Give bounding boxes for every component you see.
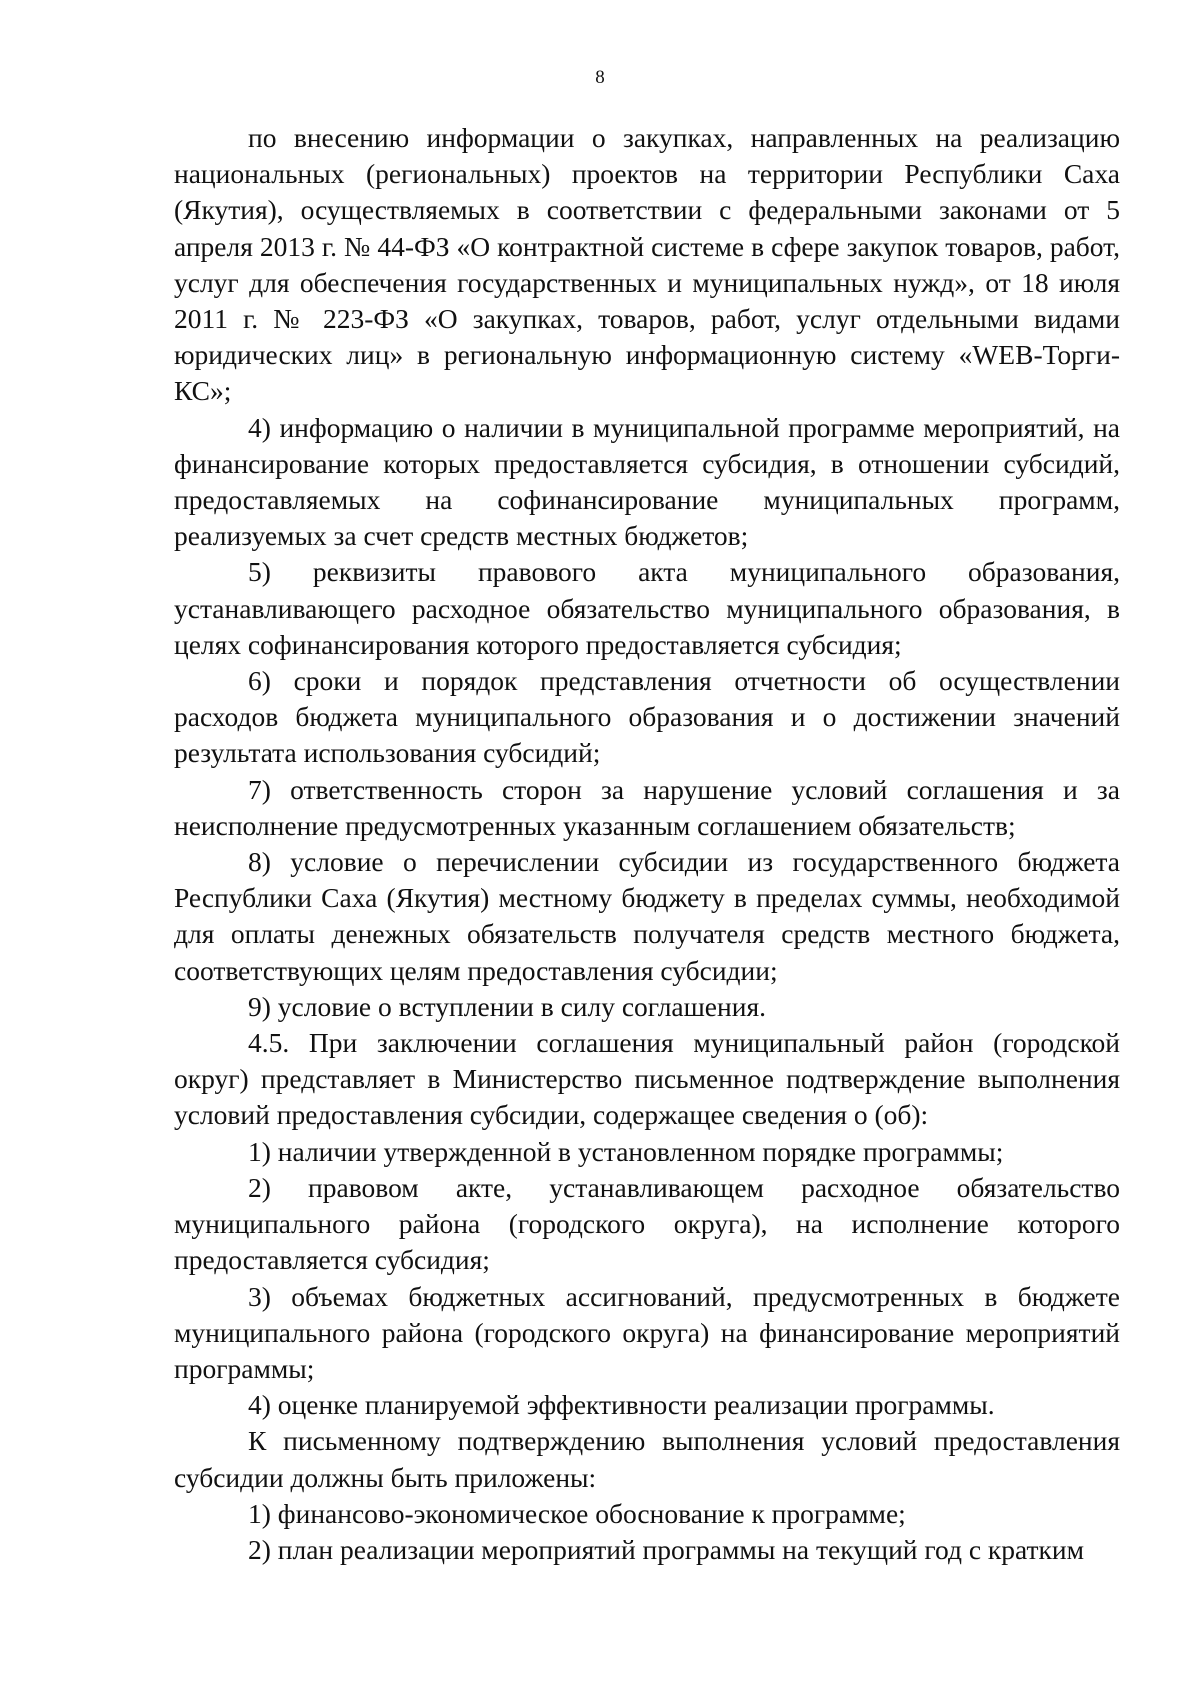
paragraph-item-7-responsibility: 7) ответственность сторон за нарушение условий соглашения и за неисполнение предусмотренных указанным соглашением обязательств; (174, 773, 1120, 841)
paragraph-item-8-transfer: 8) условие о перечислении субсидии из государственного бюджета Республики Саха (Якутия) местному бюджету в пределах суммы, необходимой для оплаты денежных обязательств получателя средств местного бюджета, соответствующих целям предоставления субсидии; (174, 846, 1120, 986)
paragraph-item-9-entry-into-force: 9) условие о вступлении в силу соглашения. (248, 990, 766, 1022)
page-number: 8 (595, 67, 605, 88)
document-body (174, 120, 1120, 1568)
paragraph-item-4-program-info: 4) информацию о наличии в муниципальной программе мероприятий, на финансирование которых предоставляется субсидия, в отношении субсидий, предоставляемых на софинансирование муниципальных программ, реализуемых за счет средств местных бюджетов; (174, 411, 1120, 552)
paragraph-info-item-3: 3) объемах бюджетных ассигнований, предусмотренных в бюджете муниципального района (городского округа) на финансирование мероприятий программы; (174, 1280, 1120, 1384)
paragraph-item-5-legal-act: 5) реквизиты правового акта муниципального образования, устанавливающего расходное обязательство муниципального образования, в целях софинансирования которого предоставляется субсидия; (174, 556, 1120, 660)
paragraph-attachment-1: 1) финансово-экономическое обоснование к программе; (248, 1497, 906, 1529)
paragraph-info-item-2: 2) правовом акте, устанавливающем расходное обязательство муниципального района (городского округа), на исполнение которого предоставляется субсидия; (174, 1171, 1120, 1276)
paragraph-item-6-reporting: 6) сроки и порядок представления отчетности об осуществлении расходов бюджета муниципального образования и о достижении значений результата использования субсидий; (174, 665, 1120, 769)
paragraph-info-item-1: 1) наличии утвержденной в установленном порядке программы; (248, 1135, 1004, 1167)
paragraph-procurement-info: по внесению информации о закупках, направленных на реализацию национальных (региональных) проектов на территории Республики Саха (Якутия), осуществляемых в соответствии с федеральными законами от 5 апреля 2013 г. № 44-ФЗ «О контрактной системе в сфере закупок товаров, работ, услуг для обеспечения государственных и муниципальных нужд», от 18 июля 2011 г. № 223-ФЗ «О закупках, товаров, работ, услуг отдельными видами юридических лиц» в региональную информационную систему «WEB-Торги-КС»; (174, 122, 1120, 407)
paragraph-attachment-2: 2) план реализации мероприятий программы на текущий год с кратким (248, 1533, 1084, 1565)
paragraph-section-4-5: 4.5. При заключении соглашения муниципальный район (городской округ) представляет в Министерство письменное подтверждение выполнения условий предоставления субсидии, содержащее сведения о (об): (174, 1027, 1120, 1131)
paragraph-attachments-intro: К письменному подтверждению выполнения условий предоставления субсидии должны быть приложены: (174, 1425, 1120, 1493)
paragraph-info-item-4: 4) оценке планируемой эффективности реализации программы. (248, 1389, 995, 1421)
